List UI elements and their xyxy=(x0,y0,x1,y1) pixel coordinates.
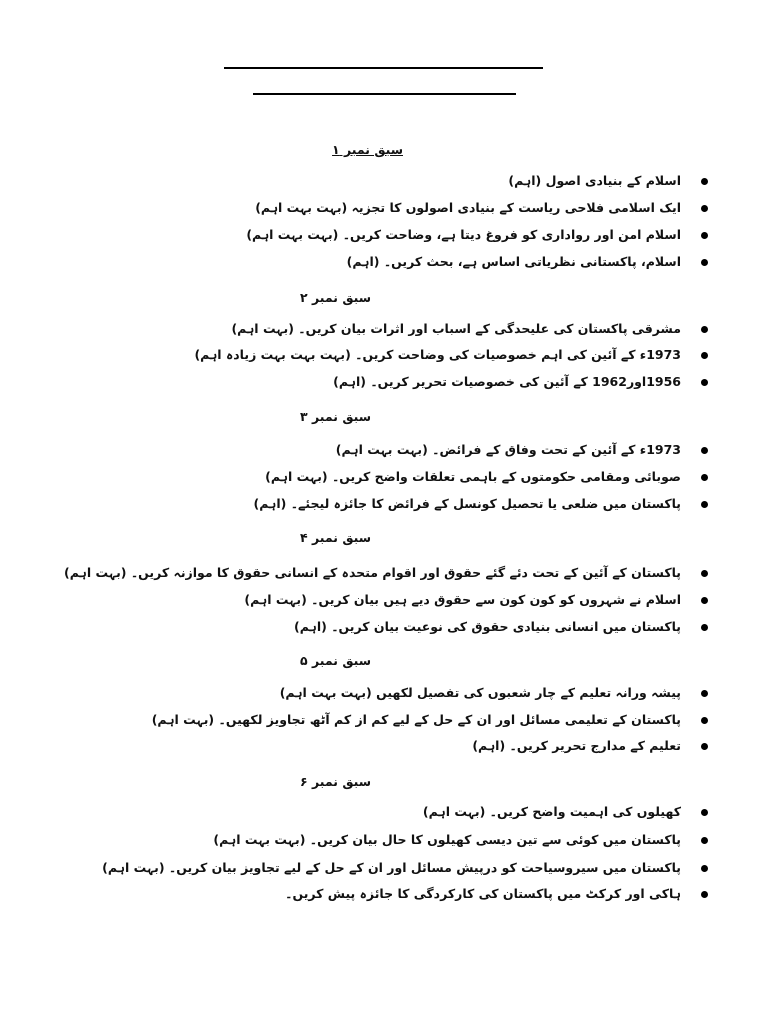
list-item: پاکستان میں سیروسیاحت کو درپیش مسائل اور ان کے حل کے لیے تجاویز بیان کریں۔ (بہت اہم) xyxy=(102,859,708,877)
bullet-icon xyxy=(701,624,708,631)
section-heading: سبق نمبر ۲ xyxy=(300,290,371,305)
list-item: 1956اور1962 کے آئین کی خصوصیات تحریر کریں۔ (اہم) xyxy=(333,373,708,391)
bullet-icon xyxy=(701,379,708,386)
list-item: صوبائی ومقامی حکومتوں کے باہمی تعلقات واضح کریں۔ (بہت اہم) xyxy=(265,468,708,486)
bullet-icon xyxy=(701,717,708,724)
bullet-icon xyxy=(701,809,708,816)
list-item: اسلام امن اور رواداری کو فروغ دیتا ہے، وضاحت کریں۔ (بہت بہت اہم) xyxy=(246,226,708,244)
list-item: پاکستان میں انسانی بنیادی حقوق کی نوعیت بیان کریں۔ (اہم) xyxy=(294,618,708,636)
section-heading: سبق نمبر ۳ xyxy=(300,409,371,424)
bullet-icon xyxy=(701,232,708,239)
bullet-icon xyxy=(701,597,708,604)
list-item: اسلام کے بنیادی اصول (اہم) xyxy=(508,172,708,190)
section-heading: سبق نمبر ۵ xyxy=(300,653,371,668)
list-item: پاکستان میں کوئی سے تین دیسی کھیلوں کا حال بیان کریں۔ (بہت بہت اہم) xyxy=(213,831,708,849)
bullet-icon xyxy=(701,865,708,872)
bullet-icon xyxy=(701,352,708,359)
bullet-icon xyxy=(701,891,708,898)
bullet-icon xyxy=(701,205,708,212)
section-heading: سبق نمبر ۱ xyxy=(332,142,403,157)
list-item: اسلام نے شہروں کو کون کون سے حقوق دیے ہیں بیان کریں۔ (بہت اہم) xyxy=(244,591,708,609)
list-item: ہاکی اور کرکٹ میں پاکستان کی کارکردگی کا جائزہ پیش کریں۔ xyxy=(285,885,708,903)
list-item: پاکستان میں ضلعی یا تحصیل کونسل کے فرائض کا جائزہ لیجئے۔ (اہم) xyxy=(254,495,708,513)
bullet-icon xyxy=(701,326,708,333)
section-heading: سبق نمبر ۶ xyxy=(300,774,371,789)
bullet-icon xyxy=(701,690,708,697)
list-item: پاکستان کے تعلیمی مسائل اور ان کے حل کے لیے کم از کم آٹھ تجاویز لکھیں۔ (بہت اہم) xyxy=(152,711,708,729)
section-heading: سبق نمبر ۴ xyxy=(300,530,371,545)
bullet-icon xyxy=(701,474,708,481)
list-item: ایک اسلامی فلاحی ریاست کے بنیادی اصولوں کا تجزیہ (بہت بہت اہم) xyxy=(255,199,708,217)
bullet-icon xyxy=(701,570,708,577)
list-item: پیشہ ورانہ تعلیم کے چار شعبوں کی تفصیل لکھیں (بہت بہت اہم) xyxy=(280,684,708,702)
list-item: 1973ء کے آئین کی اہم خصوصیات کی وضاحت کریں۔ (بہت بہت بہت زیادہ اہم) xyxy=(194,346,708,364)
list-item: پاکستان کے آئین کے تحت دئے گئے حقوق اور اقوام متحدہ کے انسانی حقوق کا موازنہ کریں۔ (بہت اہم) xyxy=(64,564,708,582)
bullet-icon xyxy=(701,178,708,185)
list-item: مشرقی پاکستان کی علیحدگی کے اسباب اور اثرات بیان کریں۔ (بہت اہم) xyxy=(231,320,708,338)
bullet-icon xyxy=(701,837,708,844)
list-item: 1973ء کے آئین کے تحت وفاق کے فرائض۔ (بہت بہت اہم) xyxy=(336,441,708,459)
bullet-icon xyxy=(701,743,708,750)
list-item: تعلیم کے مدارج تحریر کریں۔ (اہم) xyxy=(472,737,708,755)
bullet-icon xyxy=(701,501,708,508)
list-item: کھیلوں کی اہمیت واضح کریں۔ (بہت اہم) xyxy=(423,803,708,821)
bullet-icon xyxy=(701,259,708,266)
list-item: اسلام، پاکستانی نظریاتی اساس ہے، بحث کریں۔ (اہم) xyxy=(347,253,708,271)
bullet-icon xyxy=(701,447,708,454)
